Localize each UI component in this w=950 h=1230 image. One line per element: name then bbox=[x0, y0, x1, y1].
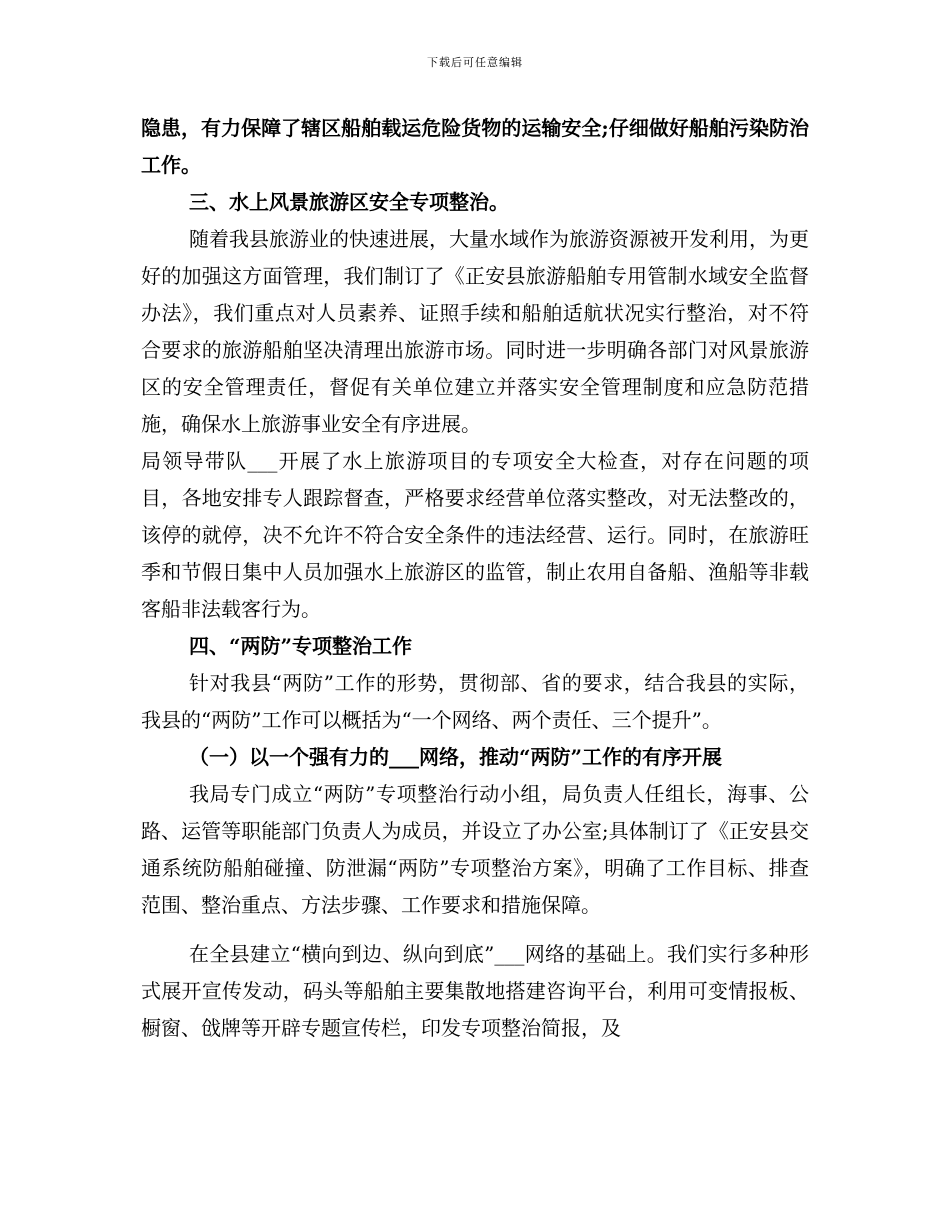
section-heading-4: 四、“两防”专项整治工作 bbox=[189, 634, 413, 658]
paragraph-continuation: 隐患，有力保障了辖区船舶载运危险货物的运输安全;仔细做好船舶污染防治工作。 bbox=[141, 116, 809, 177]
page-header: 下载后可任意编辑 bbox=[427, 56, 523, 69]
paragraph-action-group: 我局专门成立“两防”专项整治行动小组，局负责人任组长，海事、公路、运管等职能部门负责人为成员，并设立了办公室;具体制订了《正安县交通系统防船舶碰撞、防泄漏“两防”专项整治方案》，明确了工作目标、排查范围、整治重点、方法步骤、工作要求和措施保障。 bbox=[141, 782, 809, 917]
paragraph-inspection: 局领导带队___开展了水上旅游项目的专项安全大检查，对存在问题的项目，各地安排专人跟踪督查，严格要求经营单位落实整改，对无法整改的，该停的就停，决不允许不符合安全条件的违法经营、运行。同时，在旅游旺季和节假日集中人员加强水上旅游区的监管，制止农用自备船、渔船等非载客船非法载客行为。 bbox=[141, 449, 809, 621]
paragraph-publicity: 在全县建立“横向到边、纵向到底”___网络的基础上。我们实行多种形式展开宣传发动，码头等船舶主要集散地搭建咨询平台，利用可变情报板、橱窗、戗牌等开辟专题宣传栏，印发专项整治简报，及 bbox=[141, 942, 809, 1040]
paragraph-tourism: 随着我县旅游业的快速进展，大量水域作为旅游资源被开发利用，为更好的加强这方面管理，我们制订了《正安县旅游船舶专用管制水域安全监督办法》，我们重点对人员素养、证照手续和船舶适航状况实行整治，对不符合要求的旅游船舶坚决清理出旅游市场。同时进一步明确各部门对风景旅游区的安全管理责任，督促有关单位建立并落实安全管理制度和应急防范措施，确保水上旅游事业安全有序进展。 bbox=[141, 227, 809, 436]
document-body bbox=[141, 110, 809, 1047]
section-heading-3: 三、水上风景旅游区安全专项整治。 bbox=[189, 190, 509, 214]
paragraph-two-prevention: 针对我县“两防”工作的形势，贯彻部、省的要求，结合我县的实际，我县的“两防”工作可以概括为“一个网络、两个责任、三个提升”。 bbox=[141, 671, 809, 732]
subsection-heading-1: （一）以一个强有力的___网络，推动“两防”工作的有序开展 bbox=[189, 745, 723, 769]
